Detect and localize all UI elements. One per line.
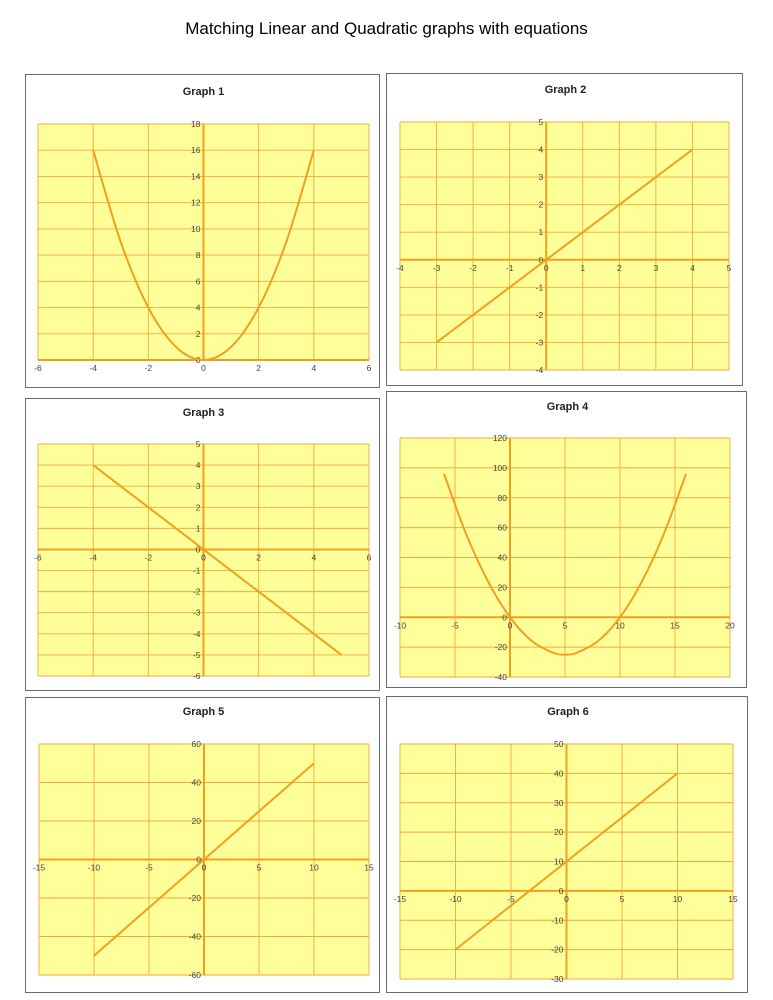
graph-1-panel (25, 74, 380, 388)
x-tick-label: 4 (311, 363, 317, 373)
y-tick-label: 16 (191, 145, 201, 156)
x-tick-label: 10 (615, 620, 625, 631)
y-tick-label: -2 (535, 309, 544, 320)
y-tick-label: 8 (195, 250, 201, 261)
x-tick-label: -5 (507, 893, 515, 904)
x-tick-label: 2 (256, 363, 262, 373)
x-tick-label: 20 (725, 620, 735, 631)
y-tick-label: -3 (535, 337, 544, 348)
y-tick-label: 0 (195, 355, 201, 365)
y-tick-label: 4 (195, 302, 201, 313)
y-tick-label: 80 (497, 492, 507, 503)
y-tick-label: 40 (497, 552, 507, 563)
x-tick-label: 10 (309, 862, 319, 873)
y-tick-label: -1 (192, 565, 201, 576)
x-tick-label: 5 (562, 620, 568, 631)
graph-title: Graph 6 (547, 706, 589, 718)
x-tick-label: -4 (396, 262, 404, 273)
y-tick-label: 3 (538, 172, 544, 183)
y-tick-label: -5 (192, 649, 201, 660)
x-tick-label: -1 (505, 262, 514, 273)
x-tick-label: 6 (366, 552, 372, 563)
x-tick-label: 2 (616, 262, 622, 273)
x-tick-label: -5 (451, 620, 459, 631)
graph-title: Graph 4 (546, 401, 589, 413)
y-tick-label: 30 (554, 797, 564, 808)
graph-title: Graph 2 (544, 84, 587, 96)
y-tick-label: 40 (554, 768, 564, 779)
y-tick-label: -30 (551, 974, 564, 984)
x-tick-label: 15 (364, 862, 374, 873)
x-tick-label: -15 (32, 862, 46, 873)
graph-4-panel (386, 391, 747, 688)
y-tick-label: 4 (538, 144, 544, 155)
x-tick-label: 0 (564, 893, 569, 904)
y-tick-label: -4 (535, 365, 544, 375)
x-tick-label: -3 (432, 262, 441, 273)
y-tick-label: 1 (538, 227, 544, 238)
x-tick-label: -10 (449, 893, 462, 904)
x-tick-label: -4 (89, 552, 97, 563)
y-tick-label: 14 (191, 171, 201, 182)
y-tick-label: 20 (554, 827, 564, 838)
y-tick-label: 1 (195, 523, 201, 534)
x-tick-label: 0 (201, 862, 207, 873)
y-tick-label: 0 (196, 854, 201, 865)
y-tick-label: 0 (502, 612, 507, 623)
y-tick-label: -60 (188, 970, 201, 980)
graph-5-chart (26, 698, 381, 994)
y-tick-label: 3 (195, 481, 201, 492)
x-tick-label: 5 (256, 862, 262, 873)
x-tick-label: -4 (89, 363, 97, 373)
y-tick-label: -20 (551, 944, 564, 955)
graph-title: Graph 1 (182, 86, 225, 98)
x-tick-label: 6 (366, 363, 372, 373)
page-title: Matching Linear and Quadratic graphs with equations (185, 19, 588, 38)
graph-2-chart (387, 74, 744, 387)
graph-title: Graph 5 (182, 706, 225, 718)
x-tick-label: 0 (543, 262, 549, 273)
y-tick-label: 20 (497, 582, 507, 593)
y-tick-label: 10 (554, 856, 564, 867)
x-tick-label: -2 (144, 363, 153, 373)
x-tick-label: 15 (670, 620, 680, 631)
y-tick-label: 4 (195, 460, 201, 471)
y-tick-label: 2 (538, 199, 544, 210)
y-tick-label: 40 (191, 777, 201, 788)
x-tick-label: -10 (393, 620, 407, 631)
x-tick-label: 5 (619, 893, 625, 904)
y-tick-label: -10 (551, 915, 564, 926)
graph-5-panel (25, 697, 380, 993)
y-tick-label: -40 (494, 672, 507, 682)
y-tick-label: -40 (188, 931, 201, 942)
x-tick-label: 1 (580, 262, 586, 273)
x-tick-label: -6 (34, 363, 42, 373)
graph-1-chart (26, 75, 381, 389)
y-tick-label: 10 (191, 223, 201, 234)
x-tick-label: -15 (393, 893, 407, 904)
x-tick-label: -2 (144, 552, 153, 563)
y-tick-label: 2 (195, 328, 201, 339)
y-tick-label: 20 (191, 816, 201, 826)
x-tick-label: 0 (201, 552, 206, 563)
y-tick-label: -20 (494, 642, 507, 653)
y-tick-label: -3 (192, 607, 201, 618)
y-tick-label: 60 (497, 522, 507, 533)
y-tick-label: 0 (558, 885, 564, 896)
y-tick-label: 5 (538, 117, 544, 127)
graph-3-chart (26, 399, 381, 692)
y-tick-label: 2 (195, 502, 201, 513)
x-tick-label: -6 (34, 552, 42, 563)
y-tick-label: -4 (192, 628, 201, 639)
x-tick-label: 4 (311, 552, 317, 563)
x-tick-label: 5 (726, 262, 732, 273)
y-tick-label: 0 (195, 544, 201, 555)
y-tick-label: 50 (554, 739, 564, 749)
y-tick-label: -20 (188, 893, 201, 903)
y-tick-label: 12 (191, 197, 201, 208)
x-tick-label: 2 (256, 552, 262, 563)
x-tick-label: 10 (672, 893, 683, 904)
x-tick-label: 4 (690, 262, 695, 273)
y-tick-label: -2 (192, 586, 201, 597)
x-tick-label: -2 (469, 262, 477, 273)
y-tick-label: 6 (195, 276, 201, 287)
graph-2-panel (386, 73, 743, 386)
y-tick-label: -1 (535, 282, 544, 293)
y-tick-label: 100 (492, 462, 507, 473)
x-tick-label: -5 (145, 862, 153, 873)
x-tick-label: 0 (507, 620, 513, 631)
y-tick-label: 0 (538, 254, 544, 265)
graph-6-panel (386, 696, 748, 993)
y-tick-label: -6 (192, 671, 201, 681)
y-tick-label: 120 (492, 433, 507, 443)
y-tick-label: 5 (195, 439, 201, 449)
x-tick-label: -10 (87, 862, 101, 873)
x-tick-label: 3 (653, 262, 659, 273)
graph-6-chart (387, 697, 749, 994)
graph-4-chart (387, 392, 748, 689)
x-tick-label: 0 (201, 363, 206, 373)
x-tick-label: 15 (728, 893, 738, 904)
y-tick-label: 60 (191, 739, 201, 749)
graph-3-panel (25, 398, 380, 691)
y-tick-label: 18 (191, 119, 201, 129)
graph-title: Graph 3 (182, 407, 225, 419)
